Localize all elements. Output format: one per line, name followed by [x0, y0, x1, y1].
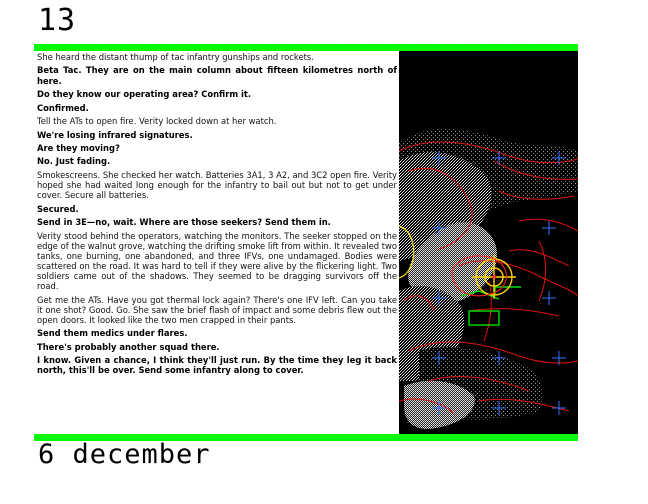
top-divider-bar [34, 44, 578, 51]
story-paragraph: Are they moving? [37, 143, 120, 153]
story-paragraph: No. Just fading. [37, 156, 111, 167]
chapter-number: 13 [38, 3, 77, 38]
story-paragraph: Smokescreens. She checked her watch. Batteries 3A1, 3 A2, and 3C2 open fire. Verity hoped she had waited long enough for the infantry to bail out but not to get under cover. Secure all batteries. [37, 169, 397, 201]
story-text [37, 52, 397, 432]
date-heading: 6 december [38, 439, 211, 470]
story-paragraph: She heard the distant thump of tac infantry gunships and rockets. [37, 52, 314, 62]
story-paragraph: Send them medics under flares. [37, 328, 188, 339]
story-paragraph: Beta Tac. They are on the main column about fifteen kilometres north of here. [37, 65, 397, 86]
story-paragraph: Secured. [37, 203, 79, 214]
story-paragraph: We're losing infrared signatures. [37, 129, 193, 140]
story-paragraph: Do they know our operating area? Confirm it. [37, 89, 252, 100]
story-paragraph: Get me the ATs. Have you got thermal lock again? There's one IFV left. Can you take it one shot? Good. Go. She saw the brief flash of impact and some debris flew out the open doors. It looked like the two men crapped in their pants. [37, 294, 397, 325]
story-paragraph: I know. Given a chance, I think they'll just run. By the time they leg it back north, this'll be over. Send some infantry along to cover. [37, 355, 397, 376]
story-paragraph: Verity stood behind the operators, watching the monitors. The seeker stopped on the edge of the walnut grove, watching the drifting smoke lift from within. It revealed two tanks, one burning, one abandoned, and three IFVs, one undamaged. Bodies were scattered on the road. It was hard to tell if they were alive by the flickering light. Two soldiers came out of the shadows. They seemed to be dragging survivors off the road. [37, 230, 397, 292]
story-paragraph: Send in 3E—no, wait. Where are those seekers? Send them in. [37, 217, 331, 228]
story-paragraph: Tell the ATs to open fire. Verity locked down at her watch. [37, 116, 277, 127]
battlefield-scene-image [399, 51, 578, 434]
story-paragraph: There's probably another squad there. [37, 341, 220, 352]
story-paragraph: Confirmed. [37, 102, 89, 113]
